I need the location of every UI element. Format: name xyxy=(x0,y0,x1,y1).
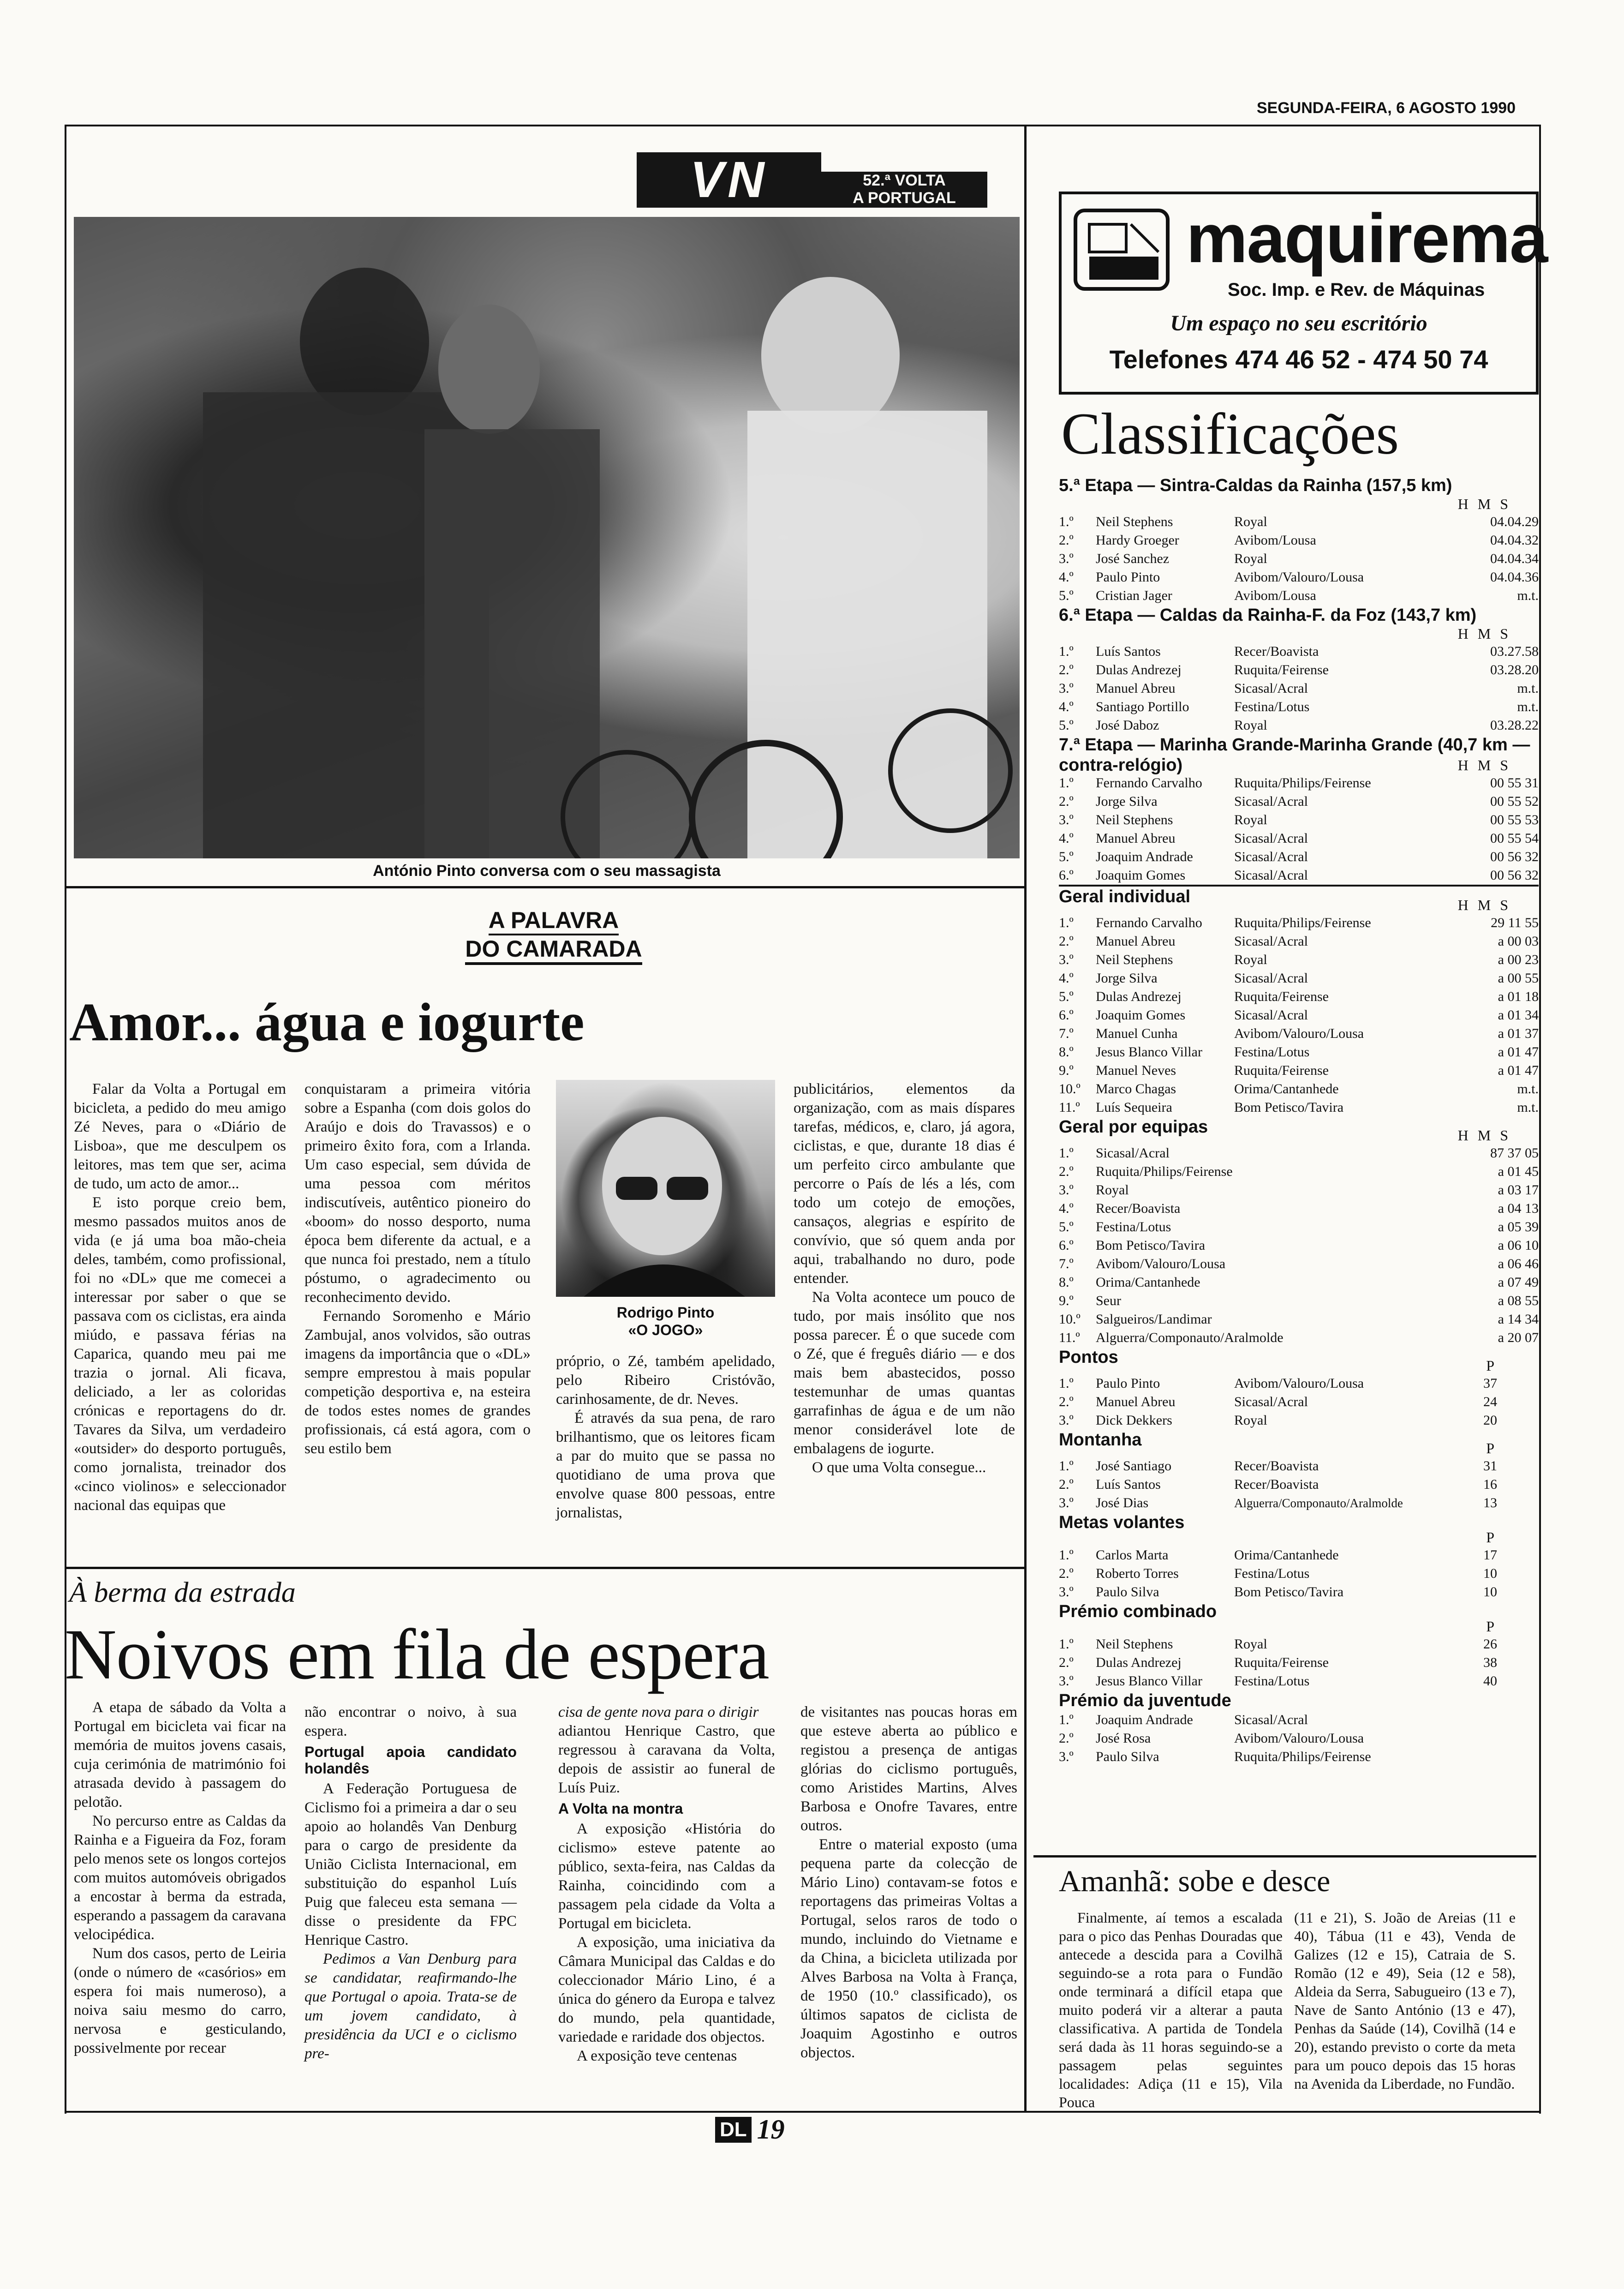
classificacoes-title: Classificações xyxy=(1061,401,1399,467)
table-row: 5.º Festina/Lotus a 05 39 xyxy=(1059,1219,1539,1234)
table-row: 1.º Neil Stephens Royal 26 xyxy=(1059,1636,1497,1652)
table-row: 3.º José Dias Alguerra/Componauto/Aralmolde 13 xyxy=(1059,1495,1497,1510)
table-row: 4.º Recer/Boavista a 04 13 xyxy=(1059,1201,1539,1216)
table-row: 2.º Luís Santos Recer/Boavista 16 xyxy=(1059,1477,1497,1492)
portrait-name: Rodrigo Pinto xyxy=(616,1304,715,1321)
pontos-table xyxy=(1059,1374,1539,1430)
table-row: 1.º Fernando Carvalho Ruquita/Philips/Feirense 29 11 55 xyxy=(1059,915,1539,930)
photo-scene xyxy=(74,217,1020,858)
geral-equipas-table xyxy=(1059,1144,1539,1347)
berma-kicker: À berma da estrada xyxy=(69,1577,296,1608)
table-row: 4.º Santiago Portillo Festina/Lotus m.t. xyxy=(1059,699,1539,714)
table-row: 2.º Jorge Silva Sicasal/Acral 00 55 52 xyxy=(1059,794,1539,809)
pontos-heading: Pontos xyxy=(1059,1348,1118,1367)
table-row: 2.º Manuel Abreu Sicasal/Acral a 00 03 xyxy=(1059,934,1539,949)
table-row: 2.º Manuel Abreu Sicasal/Acral 24 xyxy=(1059,1394,1497,1409)
top-rule xyxy=(65,125,1541,126)
maquirema-ad xyxy=(1059,192,1547,395)
table-row: 3.º Neil Stephens Royal 00 55 53 xyxy=(1059,812,1539,827)
palavra-kicker-line1: A PALAVRA xyxy=(489,907,619,935)
vn-logo: VN xyxy=(637,152,821,208)
palavra-kicker-line2: DO CAMARADA xyxy=(465,935,642,965)
table-row: 9.º Manuel Neves Ruquita/Feirense a 01 47 xyxy=(1059,1063,1539,1078)
premio-combinado-table xyxy=(1059,1635,1539,1690)
right-column-rule xyxy=(1024,125,1027,2111)
table-row: 2.º Dulas Andrezej Ruquita/Feirense 03.28.20 xyxy=(1059,662,1539,677)
metas-volantes-table xyxy=(1059,1546,1539,1601)
palavra-col1: Falar da Volta a Portugal em bicicleta, a pedido do meu amigo Zé Neves, para o «Diário de Lisboa», que me desculpem os leitores, mas tem que ser, acima de tudo, um acto de amor... E isto porque creio bem, mesmo passados muitos anos de vida (e já uma boa mão-cheia deles, também, como profissional, foi no «DL» que me comecei a interessar por saber o que se passava com os ciclistas, era ainda miúdo, e passava férias na Caparica, quando meu pai me trazia o jornal. Ali ficava, deliciado, a ler as coloridas crónicas e reportagens do dr. Tavares da Silva, um verdadeiro «outsider» do desporto português, como jornalista, treinador dos «cinco violinos» e seleccionador nacional das equipas que xyxy=(74,1081,286,1514)
etapa5-cols: H M S xyxy=(1457,496,1511,512)
etapa7-cols: H M S xyxy=(1457,757,1511,773)
amanha-headline: Amanhã: sobe e desce xyxy=(1059,1864,1331,1898)
palavra-kicker xyxy=(434,907,674,965)
table-row: 1.º Joaquim Andrade Sicasal/Acral xyxy=(1059,1712,1308,1727)
table-row: 5.º José Daboz Royal 03.28.22 xyxy=(1059,718,1539,733)
photo-caption: António Pinto conversa com o seu massagista xyxy=(373,862,721,880)
berma-top-rule xyxy=(65,1567,1024,1569)
geral-individual-table xyxy=(1059,914,1539,1117)
machine-icon xyxy=(1071,206,1177,298)
table-row: 3.º Paulo Silva Ruquita/Philips/Feirense xyxy=(1059,1749,1371,1764)
berma-headline: Noivos em fila de espera xyxy=(65,1614,769,1694)
etapa6-cols: H M S xyxy=(1457,625,1511,642)
berma-subhead-apoio: Portugal apoia candidato holandês xyxy=(304,1744,517,1777)
ad-brand: maquirema xyxy=(1186,199,1547,277)
banner-line2: A PORTUGAL xyxy=(853,189,956,207)
left-frame xyxy=(65,125,66,2114)
premio-combinado-cols: P xyxy=(1486,1618,1497,1635)
table-row: 4.º Manuel Abreu Sicasal/Acral 00 55 54 xyxy=(1059,831,1539,846)
dl-logo: DL xyxy=(715,2117,752,2143)
portrait-paper: «O JOGO» xyxy=(628,1322,703,1338)
geral-equipas-heading: Geral por equipas xyxy=(1059,1117,1208,1137)
portrait-caption xyxy=(556,1304,775,1339)
palavra-col4: publicitários, elementos da organização, com as mais díspares tarefas, médicos, e, claro, já agora, ciclistas, e que, durante 18 dias é um perfeito circo ambulante que percorre o País de lés a lés, com todo um cotejo de emoções, cansaços, alegrias e espírito de convívio, que só quem anda por aqui, trabalhando no duro, pode entender. Na Volta acontece um pouco de tudo, por mais insólito que nos possa parecer. É o que sucede com o Zé, que é freguês diário — e dos mais bem abastecidos, posso testemunhar de umas quantas garrafinhas de água e de um não menor considerável lote de embalagens de iogurte. O que uma Volta consegue... xyxy=(794,1081,1015,1476)
table-row: 1.º Sicasal/Acral 87 37 05 xyxy=(1059,1145,1539,1161)
table-row: 3.º Manuel Abreu Sicasal/Acral m.t. xyxy=(1059,681,1539,696)
table-row: 3.º José Sanchez Royal 04.04.34 xyxy=(1059,551,1539,566)
table-row: 3.º Paulo Silva Bom Petisco/Tavira 10 xyxy=(1059,1584,1497,1600)
table-row: 1.º Paulo Pinto Avibom/Valouro/Lousa 37 xyxy=(1059,1376,1497,1391)
page-date: SEGUNDA-FEIRA, 6 AGOSTO 1990 xyxy=(1256,99,1516,117)
table-row: 10.º Salgueiros/Landimar a 14 34 xyxy=(1059,1312,1539,1327)
pontos-cols: P xyxy=(1486,1357,1497,1374)
table-row: 6.º Joaquim Gomes Sicasal/Acral a 01 34 xyxy=(1059,1007,1539,1023)
geral-equipas-cols: H M S xyxy=(1457,1127,1511,1144)
etapa7-table xyxy=(1059,774,1539,885)
amanha-col1: Finalmente, aí temos a escalada para o pico das Penhas Douradas que antecede a descida para a Covilhã seguindo-se a rota para o Fundão onde terminará a difícil etapa que muito poderá vir a alterar a pauta classificativa. A partida de Tondela será dada às 11 horas seguindo-se a passagem pelas seguintes localidades: Adiça (11 e 15), Vila Pouca xyxy=(1059,1909,1283,2110)
section-banner xyxy=(637,152,987,208)
table-row: 4.º Jorge Silva Sicasal/Acral a 00 55 xyxy=(1059,971,1539,986)
table-row: 3.º Dick Dekkers Royal 20 xyxy=(1059,1413,1497,1428)
berma-col2: não encontrar o noivo, à sua espera. Portugal apoia candidato holandês A Federação Portuguesa de Ciclismo foi a primeira a dar o seu apoio ao holandês Van Denburg para o cargo de presidente da União Ciclista Internacional, em substituição do espanhol Luís Puig que faleceu esta semana — disse o presidente da FPC Henrique Castro. Pedimos a Van Denburg para se candidatar, reafirmando-lhe que Portugal o apoia. Trata-se de um jovem candidato, à presidência da UCI e o ciclismo pre- xyxy=(304,1704,517,2062)
table-row: 2.º Roberto Torres Festina/Lotus 10 xyxy=(1059,1566,1497,1581)
photo-bottom-rule xyxy=(65,886,1024,888)
table-row: 6.º Bom Petisco/Tavira a 06 10 xyxy=(1059,1238,1539,1253)
ad-subtitle: Soc. Imp. e Rev. de Máquinas xyxy=(1228,280,1485,300)
table-row: 1.º Fernando Carvalho Ruquita/Philips/Feirense 00 55 31 xyxy=(1059,775,1539,791)
table-row: 11.º Luís Sequeira Bom Petisco/Tavira m.t. xyxy=(1059,1100,1539,1115)
berma-col4: de visitantes nas poucas horas em que esteve aberta ao público e registou a presença de antigas glórias do ciclismo português, como Aristides Martins, Alves Barbosa e Onofre Tavares, entre outros. Entre o material exposto (uma pequena parte da colecção de Mário Lino) contavam-se fotos e reportagens das primeiras Voltas a Portugal, selos raros de todo o mundo, incluindo do Vietname e da China, a bicicleta utilizada por Alves Barbosa na Volta à França, de 1950 (10.º classificado), os últimos sapatos de ciclista de Joaquim Agostinho e outros objectos. xyxy=(800,1704,1017,2061)
amanha-col2: (11 e 21), S. João de Areias (11 e 40), Tábua (11 e 43), Venda de Galizes (12 e 15), Catraia de S. Romão (12 e 49), Seia (12 e 58), Aldeia da Serra, Sabugueiro (13 e 7), Nave de Santo António (13 e 47), Penhas da Saúde (14), Covilhã (14 e 20), estando previsto o corte da meta para um pouco depois das 15 horas na Avenida da Liberdade, no Fundão. xyxy=(1294,1909,1516,2092)
table-row: 2.º Hardy Groeger Avibom/Lousa 04.04.32 xyxy=(1059,533,1539,548)
berma-col1: A etapa de sábado da Volta a Portugal em bicicleta vai ficar na memória de muitos jovens casais, cuja cerimónia de matrimónio foi atrasada devido à passagem do pelotão. No percurso entre as Caldas da Rainha e a Figueira da Foz, foram pelo menos sete os longos cortejos com muitos automóveis obrigados a encostar à berma da estrada, esperando a passagem da caravana velocipédica. Num dos casos, perto de Leiria (onde o número de «casórios» em espera foi mais numeroso), a noiva saiu mesmo do carro, nervosa e gesticulando, possivelmente por recear xyxy=(74,1699,286,2056)
metas-volantes-heading: Metas volantes xyxy=(1059,1513,1185,1532)
berma-col3: cisa de gente nova para o dirigir adiantou Henrique Castro, que regressou à caravana da Volta, depois de assistir ao funeral de Luís Puiz. A Volta na montra A exposição «História do ciclismo» esteve patente ao público, sexta-feira, nas Caldas da Rainha, coincidindo com a passagem pela cidade da Volta a Portugal em bicicleta. A exposição, uma iniciativa da Câmara Municipal das Caldas e do coleccionador Mário Lino, é a única do género da Europa e talvez do mundo, pela quantidade, variedade e raridade dos objectos. A exposição teve centenas xyxy=(558,1704,775,2064)
page-footer xyxy=(715,2114,785,2146)
table-row: 5.º Joaquim Andrade Sicasal/Acral 00 56 32 xyxy=(1059,849,1539,864)
right-frame xyxy=(1539,125,1541,2114)
table-row: 9.º Seur a 08 55 xyxy=(1059,1293,1539,1308)
main-photo xyxy=(74,217,1020,858)
premio-juventude-table xyxy=(1059,1711,1539,1766)
berma-subhead-montra: A Volta na montra xyxy=(558,1800,683,1817)
palavra-headline: Amor... água e iogurte xyxy=(69,992,585,1052)
premio-combinado-heading: Prémio combinado xyxy=(1059,1602,1217,1621)
table-row: 1.º Carlos Marta Orima/Cantanhede 17 xyxy=(1059,1547,1497,1563)
table-row: 7.º Avibom/Valouro/Lousa a 06 46 xyxy=(1059,1256,1539,1271)
montanha-table xyxy=(1059,1457,1539,1512)
table-row: 1.º Luís Santos Recer/Boavista 03.27.58 xyxy=(1059,644,1539,659)
banner-line1: 52.ª VOLTA xyxy=(863,172,946,189)
palavra-col2: conquistaram a primeira vitória sobre a Espanha (com dois golos do Araújo e dois do Travassos) e o primeiro êxito fora, com a Irlanda. Um caso especial, sem dúvida de uma pessoa com méritos indiscutíveis, autêntico pioneiro do «boom» do nosso desporto, numa época bem diferente da actual, e a que nunca foi prestado, nem a título póstumo, o agradecimento ou reconhecimento devido. Fernando Soromenho e Mário Zambujal, anos volvidos, são outras imagens da importância que o «DL» sempre emprestou à mais popular competição desportiva e, na esteira de todos estes nomes de grandes profissionais, cá está agora, com o seu estilo bem xyxy=(304,1081,531,1457)
table-row: 3.º Neil Stephens Royal a 00 23 xyxy=(1059,952,1539,967)
premio-juventude-heading: Prémio da juventude xyxy=(1059,1691,1231,1710)
classificacoes-block xyxy=(1059,475,1539,1766)
table-row: 6.º Joaquim Gomes Sicasal/Acral 00 56 32 xyxy=(1059,868,1539,883)
table-row: 4.º Paulo Pinto Avibom/Valouro/Lousa 04.04.36 xyxy=(1059,569,1539,585)
table-row: 3.º Royal a 03 17 xyxy=(1059,1182,1539,1198)
table-row: 3.º Jesus Blanco Villar Festina/Lotus 40 xyxy=(1059,1673,1497,1689)
table-row: 10.º Marco Chagas Orima/Cantanhede m.t. xyxy=(1059,1081,1539,1097)
metas-volantes-cols: P xyxy=(1486,1529,1497,1546)
table-row: 5.º Cristian Jager Avibom/Lousa m.t. xyxy=(1059,588,1539,603)
table-row: 5.º Dulas Andrezej Ruquita/Feirense a 01 18 xyxy=(1059,989,1539,1004)
ad-phones: Telefones 474 46 52 - 474 50 74 xyxy=(1109,345,1488,374)
table-row: 2.º Dulas Andrezej Ruquita/Feirense 38 xyxy=(1059,1655,1497,1670)
geral-individual-cols: H M S xyxy=(1457,897,1511,913)
geral-individual-heading: Geral individual xyxy=(1059,885,1539,907)
ad-slogan: Um espaço no seu escritório xyxy=(1170,311,1427,336)
amanha-box xyxy=(1033,1855,1536,2111)
table-row: 8.º Jesus Blanco Villar Festina/Lotus a 01 47 xyxy=(1059,1044,1539,1060)
table-row: 7.º Manuel Cunha Avibom/Valouro/Lousa a 01 37 xyxy=(1059,1026,1539,1041)
etapa7-heading: 7.ª Etapa — Marinha Grande-Marinha Grande (40,7 km — contra-relógio) xyxy=(1059,735,1530,775)
table-row: 1.º Neil Stephens Royal 04.04.29 xyxy=(1059,514,1539,529)
page-number: 19 xyxy=(757,2114,785,2145)
banner-title xyxy=(821,172,987,208)
etapa6-table xyxy=(1059,642,1539,735)
montanha-cols: P xyxy=(1486,1440,1497,1456)
portrait-figure xyxy=(556,1080,775,1297)
etapa5-heading: 5.ª Etapa — Sintra-Caldas da Rainha (157,5 km) xyxy=(1059,476,1452,495)
montanha-heading: Montanha xyxy=(1059,1430,1142,1450)
table-row: 1.º José Santiago Recer/Boavista 31 xyxy=(1059,1458,1497,1474)
portrait-photo xyxy=(556,1080,775,1297)
table-row: 11.º Alguerra/Componauto/Aralmolde a 20 07 xyxy=(1059,1330,1539,1345)
etapa6-heading: 6.ª Etapa — Caldas da Rainha-F. da Foz (143,7 km) xyxy=(1059,605,1477,625)
table-row: 2.º José Rosa Avibom/Valouro/Lousa xyxy=(1059,1731,1364,1746)
table-row: 2.º Ruquita/Philips/Feirense a 01 45 xyxy=(1059,1164,1539,1179)
palavra-col3: próprio, o Zé, também apelidado, pelo Ribeiro Cristóvão, carinhosamente, de dr. Neves. É através da sua pena, de raro brilhantismo, que os leitores ficam a par do muito que se passa no quotidiano de uma prova que envolve quase 800 pessoas, entre jornalistas, xyxy=(556,1353,775,1521)
table-row: 8.º Orima/Cantanhede a 07 49 xyxy=(1059,1275,1539,1290)
etapa5-table xyxy=(1059,513,1539,605)
